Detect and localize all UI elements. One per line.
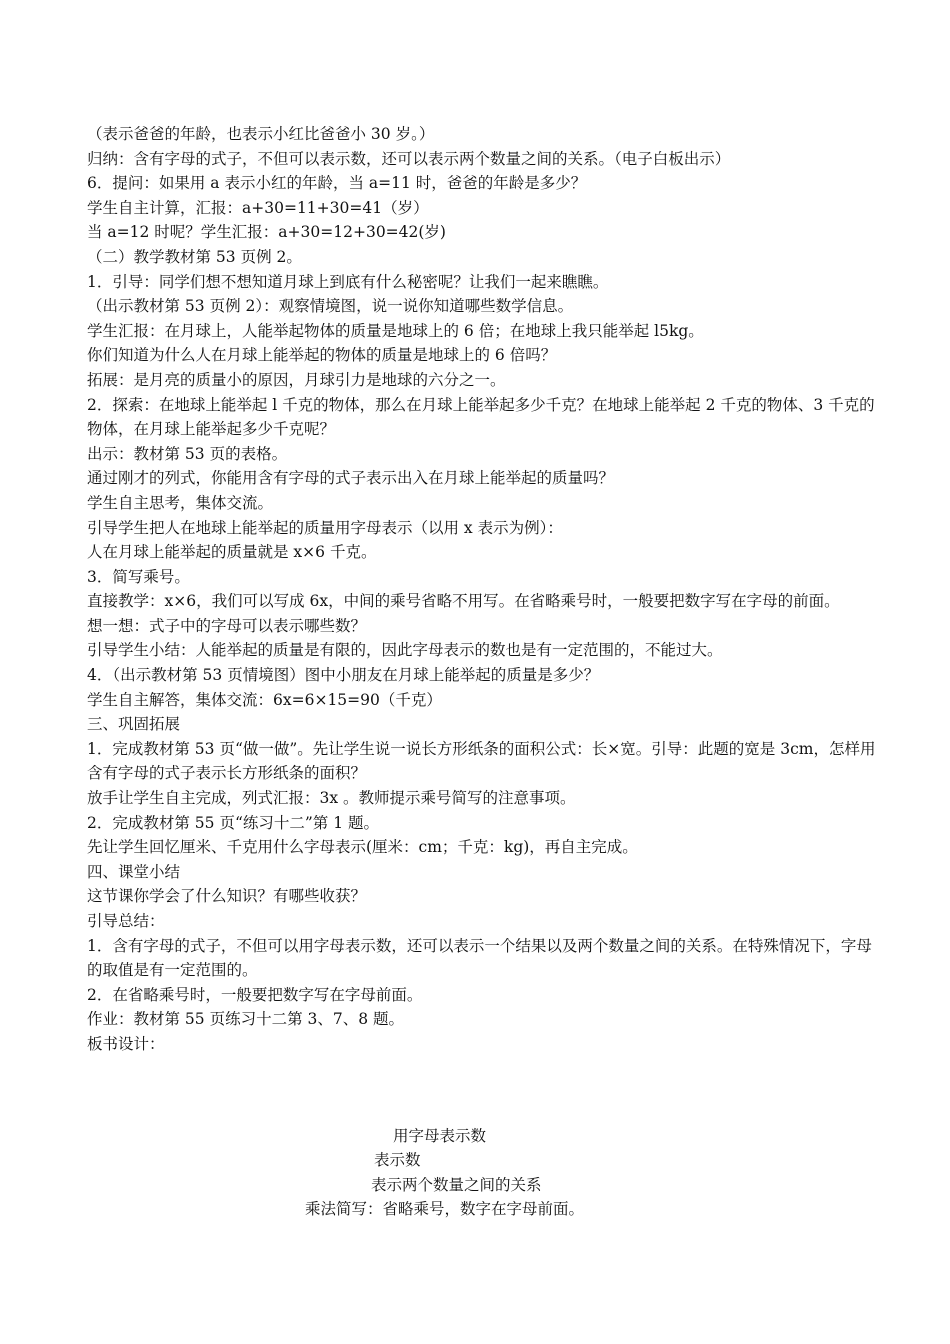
text-line: 你们知道为什么人在月球上能举起的物体的质量是地球上的 6 倍吗？ [87,346,557,365]
text-line: 引导学生把人在地球上能举起的质量用字母表示（以用 x 表示为例）： [87,518,563,537]
text-line: 1．含有字母的式子，不但可以用字母表示数，还可以表示一个结果以及两个数量之间的关系。在特殊情况下，字母的取值是有一定范围的。 [87,936,872,980]
text-line: 引导总结： [87,912,165,930]
text-line: 学生自主解答，集体交流：6x=6×15=90（千克） [87,690,442,709]
text-line: 6．提问：如果用 a 表示小红的年龄，当 a=11 时，爸爸的年龄是多少？ [87,174,587,193]
board-item: 表示数 [374,1151,421,1169]
section-heading: 四、课堂小结 [87,862,181,881]
text-line: 放手让学生自主完成，列式汇报：3x 。教师提示乘号简写的注意事项。 [87,789,576,808]
section-heading: （二）教学教材第 53 页例 2。 [87,247,302,266]
text-line: 通过刚才的列式，你能用含有字母的式子表示出入在月球上能举起的质量吗？ [87,469,615,488]
text-line: 出示：教材第 53 页的表格。 [87,444,288,463]
text-line: 3．简写乘号。 [87,567,190,586]
text-line: （表示爸爸的年龄，也表示小红比爸爸小 30 岁。） [87,125,435,143]
text-line: 2．在省略乘号时，一般要把数字写在字母前面。 [87,985,423,1004]
section-heading: 三、巩固拓展 [87,715,181,734]
text-line: 2．完成教材第 55 页“练习十二”第 1 题。 [87,813,380,832]
document-body [87,122,877,1057]
board-item: 表示两个数量之间的关系 [371,1176,542,1194]
text-line: 当 a=12 时呢？学生汇报：a+30=12+30=42(岁) [87,223,446,242]
text-line: 1．完成教材第 53 页“做一做”。先让学生说一说长方形纸条的面积公式：长×宽。引导：此题的宽是 3cm，怎样用含有字母的式子表示长方形纸条的面积？ [87,739,876,783]
text-line: 作业：教材第 55 页练习十二第 3、7、8 题。 [87,1010,405,1029]
text-line: 4．（出示教材第 53 页情境图）图中小朋友在月球上能举起的质量是多少？ [87,666,600,685]
board-item: 乘法简写：省略乘号，数字在字母前面。 [305,1200,585,1218]
text-line: 2．探索：在地球上能举起 l 千克的物体，那么在月球上能举起多少千克？在地球上能举起 2 千克的物体、3 千克的物体，在月球上能举起多少千克呢？ [87,395,875,439]
text-line: 这节课你学会了什么知识？有哪些收获？ [87,887,367,906]
text-line: 1．引导：同学们想不想知道月球上到底有什么秘密呢？让我们一起来瞧瞧。 [87,272,609,291]
board-title: 用字母表示数 [393,1127,487,1145]
text-line: 学生汇报：在月球上，人能举起物体的质量是地球上的 6 倍；在地球上我只能举起 l5kg。 [87,321,704,340]
text-line: 学生自主思考，集体交流。 [87,493,274,512]
text-line: 想一想：式子中的字母可以表示哪些数？ [87,616,367,635]
text-line: 引导学生小结：人能举起的质量是有限的，因此字母表示的数也是有一定范围的，不能过大。 [87,641,723,660]
text-line: 学生自主计算，汇报：a+30=11+30=41（岁） [87,198,429,217]
text-line: 直接教学：x×6，我们可以写成 6x，中间的乘号省略不用写。在省略乘号时，一般要把数字写在字母的前面。 [87,592,840,611]
text-line: 板书设计： [87,1034,165,1053]
text-line: 拓展：是月亮的质量小的原因，月球引力是地球的六分之一。 [87,370,506,389]
text-line: （出示教材第 53 页例 2）：观察情境图，说一说你知道哪些数学信息。 [87,297,574,316]
text-line: 人在月球上能举起的质量就是 x×6 千克。 [87,543,377,562]
text-line: 先让学生回忆厘米、千克用什么字母表示(厘米：cm；千克：kg)，再自主完成。 [87,838,638,857]
text-line: 归纳：含有字母的式子，不但可以表示数，还可以表示两个数量之间的关系。（电子白板出示） [87,149,731,168]
